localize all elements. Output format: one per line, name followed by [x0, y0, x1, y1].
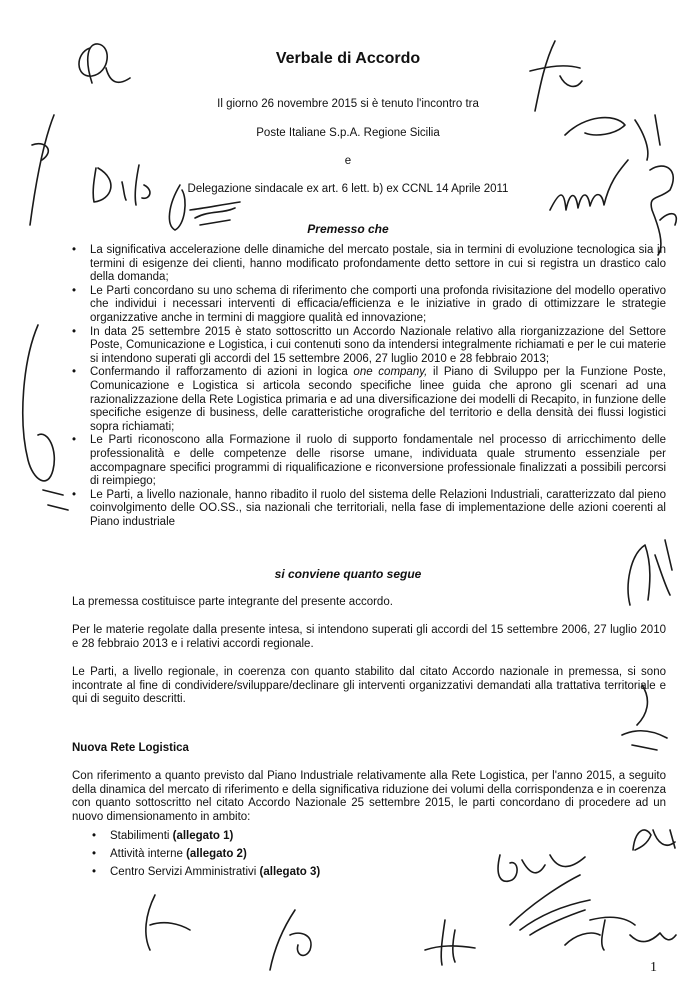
bullet: • — [72, 325, 77, 338]
premesso-item: • Le Parti riconoscono alla Formazione il ruolo di supporto fondamentale nel processo di arricchimento delle professionalità e delle competenze delle risorse umane, individuata quale strumento essenziale per accompagnare specifici programmi di riqualificazione e riconversione professionale finalizzati a possibili percorsi di reimpiego; — [72, 434, 666, 488]
premesso-item: • Le Parti, a livello nazionale, hanno ribadito il ruolo del sistema delle Relazioni Industriali, caratterizzato dal pieno coinvolgimento delle OO.SS., sia nazionali che territoriali, nella fase di implementazione delle azioni coerenti al Piano industriale — [72, 488, 666, 528]
signature-bottom-far-right — [580, 905, 680, 955]
conjunction: e — [344, 155, 352, 167]
signature-bottom-center-right — [420, 910, 480, 970]
signature-bottom-left — [135, 890, 205, 960]
bullet: • — [92, 830, 97, 842]
bullet: • — [72, 244, 77, 256]
conviene-heading: si conviene quanto segue — [274, 567, 422, 581]
paragraph-accordi-superati: Per le materie regolate dalla presente intesa, si intendono superati gli accordi del 15 settembre 2006, 27 luglio 2010 e 28 febbraio 2013 e i relativi accordi regionale. — [72, 624, 666, 650]
premesso-item: • In data 25 settembre 2015 è stato sottoscritto un Accordo Nazionale relativo alla riorganizzazione del Settore Poste, Comunicazione e Logistica, i cui contenuti sono da intendersi integralmente richiamati e per le cui materie si intendono superati gli accordi del 15 settembre 2006, 27 luglio 2010 e 28 febbraio 2013; — [72, 325, 666, 365]
premesso-item: • La significativa accelerazione delle dinamiche del mercato postale, sia in termini di evoluzione tecnologica sia in termini di esigenze dei clienti, hanno modificato profondamente detto settore in cui si registra un drastico calo della domanda; — [72, 244, 666, 284]
document-title: Verbale di Accordo — [275, 50, 421, 67]
premesso-heading: Premesso che — [307, 222, 389, 236]
premesso-item: • Le Parti concordano su uno schema di riferimento che comporti una profonda rivisitazione del modello operativo che individui i necessari interventi di efficacia/efficienza e le iniziative in grado di ottimizzare le strategie organizzative anche in termini di maggiore qualità ed innovazione; — [72, 284, 666, 324]
bullet: • — [72, 284, 77, 297]
signature-bottom-right-1 — [625, 820, 685, 860]
party-poste-italiane: Poste Italiane S.p.A. Regione Sicilia — [256, 127, 440, 139]
ambito-item-attivita-interne: • Attività interne (allegato 2) — [110, 845, 320, 863]
bullet: • — [72, 366, 77, 379]
paragraph-rete-logistica: Con riferimento a quanto previsto dal Piano Industriale relativamente alla Rete Logistica, per l'anno 2015, a seguito della dinamica del mercato di riferimento e della significativa riduzione dei volumi della corrispondenza e in coerenza con quanto sottoscritto nel citato Accordo Nazionale 25 settembre 2015, le parti concordano di procedere ad un nuovo dimensionamento in ambito: — [72, 770, 666, 823]
paragraph-premessa: La premessa costituisce parte integrante del presente accordo. — [72, 596, 393, 608]
bullet: • — [92, 848, 97, 860]
ambito-list — [92, 827, 321, 881]
paragraph-livello-regionale: Le Parti, a livello regionale, in coerenza con quanto stabilito dal citato Accordo nazionale in premessa, si sono incontrate al fine di condividere/sviluppare/declinare gli interventi organizzativi demandati alla trattativa territoriale e qui di seguito descritti. — [72, 666, 666, 706]
party-delegazione-sindacale: Delegazione sindacale ex art. 6 lett. b) ex CCNL 14 Aprile 2011 — [187, 183, 509, 195]
meeting-intro: Il giorno 26 novembre 2015 si è tenuto l'incontro tra — [217, 98, 479, 110]
section-nuova-rete-logistica: Nuova Rete Logistica — [72, 742, 189, 754]
premesso-list — [72, 244, 666, 529]
bullet: • — [72, 488, 77, 501]
signature-bottom-center — [260, 905, 330, 975]
bullet: • — [92, 866, 97, 878]
one-company-emphasis: one company, — [353, 366, 428, 379]
signature-top-left — [70, 38, 140, 98]
ambito-item-centro-servizi: • Centro Servizi Amministrativi (allegato 3) — [110, 863, 320, 881]
ambito-item-stabilimenti: • Stabilimenti (allegato 1) — [110, 827, 320, 845]
bullet: • — [72, 434, 77, 447]
premesso-item: • Confermando il rafforzamento di azioni in logica one company, il Piano di Sviluppo per la Funzione Poste, Comunicazione e Logistica si articola secondo specifiche linee guida che aprono gli scenari ad una razionalizzazione della Rete Logistica primaria e ad una diversificazione dei modelli di Recapito, in funzione delle specifiche esigenze di business, delle caratteristiche orografiche del territorio e della densità dei flussi logistici sopra richiamati; — [72, 366, 666, 433]
page-number: 1 — [650, 960, 657, 975]
